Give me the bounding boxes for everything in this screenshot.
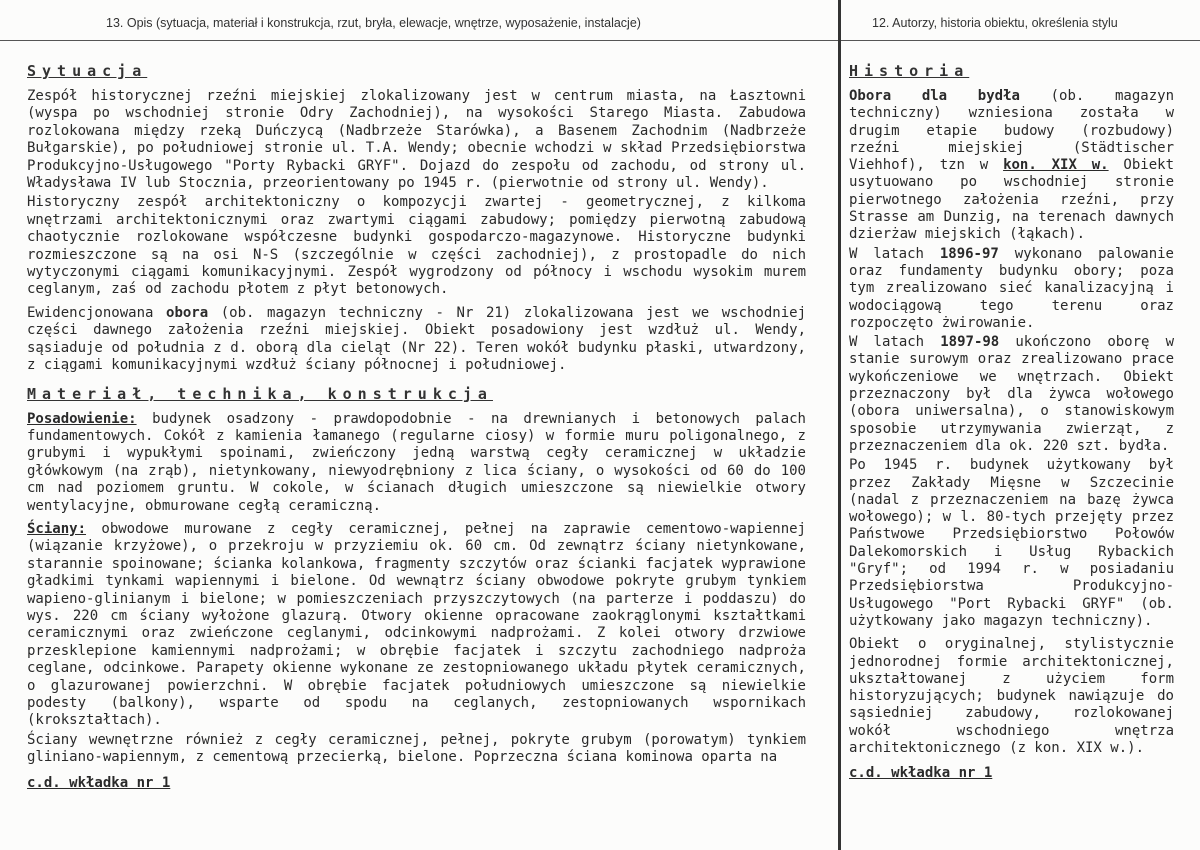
historia-paragraph-5: Obiekt o oryginalnej, stylistycznie jednorodnej formie architektonicznej, ukształtowanej z użyciem form historyzujących; budynek nawiązuje do sąsiedniej zabudowy, rozlokowanej wokół wschodniego wnętrza architektonicznego (z kon. XIX w.).	[849, 636, 1174, 756]
obora-dla-bydla-keyword: Obora dla bydła	[849, 88, 1020, 104]
historia-paragraph-1	[849, 88, 1174, 244]
continued-note-left: c.d. wkładka nr 1	[27, 774, 171, 791]
posadowienie-paragraph	[27, 411, 806, 515]
text-run: obwodowe murowane z cegły ceramicznej, pełnej na zaprawie cementowo-wapiennej (wiązanie krzyżowe), o przekroju w przyziemiu ok. 60 cm. Od zewnątrz ściany nietynkowane, starannie spoinowane; ścianka kolankowa, fragmenty szczytów oraz ścianki facjatek wyprawione gładkimi tynkami wapiennymi i bielone. Od wewnątrz ściany obwodowe pokryte grubym tynkiem wapieno-glinianym i bielone; w pomieszczeniach przyszczytowych (na parterze i poddaszu) do wys. 220 cm ściany wyłożone glazurą. Otwory okienne opracowane zaokrąglonymi kształtkami ceramicznymi oraz zwieńczone ceglanymi, odcinkowymi nadprożami. Z kolei otwory drzwiowe przesklepione kamiennymi nadprożami; w obrębie facjatek i szczytu zachodniego nadproża ceglane, odcinkowe. Parapety okienne wykonane ze zestopniowanego układu płytek ceramicznych, o glazurowanej powierzchni. W obrębie facjatek południowych umieszczone są niewielkie podesty (balkony), wsparte od spodu na ceglanych, zestopniowanych wspornikach (krokształtach).	[27, 520, 806, 729]
historia-paragraph-3	[849, 334, 1174, 455]
right-column-header: 12. Autorzy, historia obiektu, określenia stylu	[872, 16, 1118, 30]
sytuacja-paragraph-2: Historyczny zespół architektoniczny o kompozycji zwartej - geometrycznej, z kilkoma wnętrzami architektonicznymi oraz zwartymi ciągami zabudowy; pomiędzy pierwotną zabudową chaotycznie rozlokowane współczesne budynki gospodarczo-magazynowe. Historyczne budynki rozmieszczone są na osi N-S (szczególnie w części zachodniej), z prostopadle do nich wytyczonymi ciągami komunikacyjnymi. Zespół wygrodzony od północy i wschodu wysokim murem ceglanym, zaś od zachodu płotem z płyt betonowych.	[27, 194, 806, 298]
text-run: budynek osadzony - prawdopodobnie - na drewnianych i betonowych palach fundamentowych. Cokół z kamienia łamanego (regularne ciosy) w formie muru poligonalnego, z grubymi i wypukłymi spoinami, zwieńczony jedną warstwą cegły ceramicznej w układzie główkowym (na zrąb), nietynkowany, niewyodrębniony z lica ściany, o wysokości od 60 do 100 cm nad poziomem gruntu. W cokole, w ścianach długich umieszczone są niewielkie otwory wentylacyjne, obmurowane cegłą ceramiczną.	[27, 410, 806, 514]
text-run: ukończono oborę w stanie surowym oraz zrealizowano prace wykończeniowe we wnętrzach. Obiekt przeznaczony był dla żywca wołowego (obora uniwersalna), o stanowiskowym sposobie utrzymywania zwierząt, z przeznaczeniem dla ok. 220 szt. bydła.	[849, 334, 1175, 454]
sciany-label: Ściany:	[27, 520, 87, 537]
historia-paragraph-2	[849, 246, 1174, 332]
continued-note-right: c.d. wkładka nr 1	[849, 765, 993, 782]
text-run: W latach	[849, 334, 941, 351]
left-column-header: 13. Opis (sytuacja, materiał i konstrukcja, rzut, bryła, elewacje, wnętrze, wyposażenie, instalacje)	[106, 16, 641, 30]
year-keyword: 1897-98	[940, 334, 1000, 351]
history-column	[846, 60, 1174, 781]
text-run: Obiekt usytuowano po wschodniej stronie pierwotnego założenia rzeźni, przy Strasse am Dunzig, na terenach dawnych dzierżaw miejskich (łąkach).	[849, 157, 1174, 243]
sciany-paragraph-2: Ściany wewnętrzne również z cegły ceramicznej, pełnej, pokryte grubym (porowatym) tynkiem gliniano-wapiennym, z cementową przecierką, bielone. Poprzeczna ściana kominowa oparta na	[27, 731, 806, 766]
section-title-historia: Historia	[849, 62, 970, 80]
text-run: (ob. magazyn techniczny - Nr 21) zlokalizowana jest we wschodniej części dawnego założenia rzeźni miejskiej. Obiekt posadowiony jest wzdłuż ul. Wendy, sąsiaduje od południa z d. oborą dla cieląt (Nr 22). Teren wokół budynku płaski, utwardzony, z ciągami komunikacyjnymi wzdłuż ściany północnej i południowej.	[27, 304, 807, 374]
text-run: wykonano palowanie oraz fundamenty budynku obory; poza tym zrealizowano sieć kanalizacyjną i wodociągową tego terenu oraz rozpoczęto żwirowanie.	[849, 245, 1174, 331]
header-divider	[0, 40, 1200, 41]
date-keyword: kon. XIX w.	[1003, 157, 1109, 174]
text-run: Ewidencjonowana	[27, 304, 167, 321]
historia-paragraph-4: Po 1945 r. budynek użytkowany był przez Zakłady Mięsne w Szczecinie (nadal z przeznaczeniem na bazę żywca wołowego); w l. 80-tych przejęty przez Państwowe Przedsiębiorstwo Połowów Dalekomorskich i Usług Rybackich "Gryf"; od 1994 r. w posiadaniu Przedsiębiorstwa Produkcyjno-Usługowego "Port Rybacki GRYF" (ob. użytkowany jako magazyn techniczny).	[849, 457, 1174, 629]
posadowienie-label: Posadowienie:	[27, 410, 137, 427]
year-keyword: 1896-97	[939, 245, 999, 262]
obora-keyword: obora	[166, 304, 209, 321]
column-divider	[838, 0, 841, 850]
description-column	[24, 60, 806, 791]
text-run: W latach	[849, 245, 940, 262]
text-run: (ob. magazyn techniczny) wzniesiona została w drugim etapie budowy (rozbudowy) rzeźni miejskiej (Städtischer Viehhof), tzn w	[849, 88, 1175, 174]
section-title-sytuacja: Sytuacja	[27, 62, 148, 80]
sytuacja-paragraph-3	[27, 305, 806, 375]
sytuacja-paragraph-1: Zespół historycznej rzeźni miejskiej zlokalizowany jest w centrum miasta, na Łasztowni (wyspa po wschodniej stronie Odry Zachodniej), na wysokości Starego Miasta. Zabudowa rozlokowana między rzeką Duńczycą (Nadbrzeże Starówka), a Basenem Zachodnim (Nadbrzeże Bułgarskie), po południowej stronie ul. T.A. Wendy; obecnie wchodzi w skład Przedsiębiorstwa Produkcyjno-Usługowego "Porty Rybacki GRYF". Dojazd do zespołu od zachodu, od strony ul. Władysława IV lub Stocznia, przeorientowany po 1945 r. (pierwotnie od strony ul. Wendy).	[27, 88, 806, 192]
section-title-material: Materiał, technika, konstrukcja	[27, 384, 493, 403]
sciany-paragraph	[27, 521, 806, 730]
